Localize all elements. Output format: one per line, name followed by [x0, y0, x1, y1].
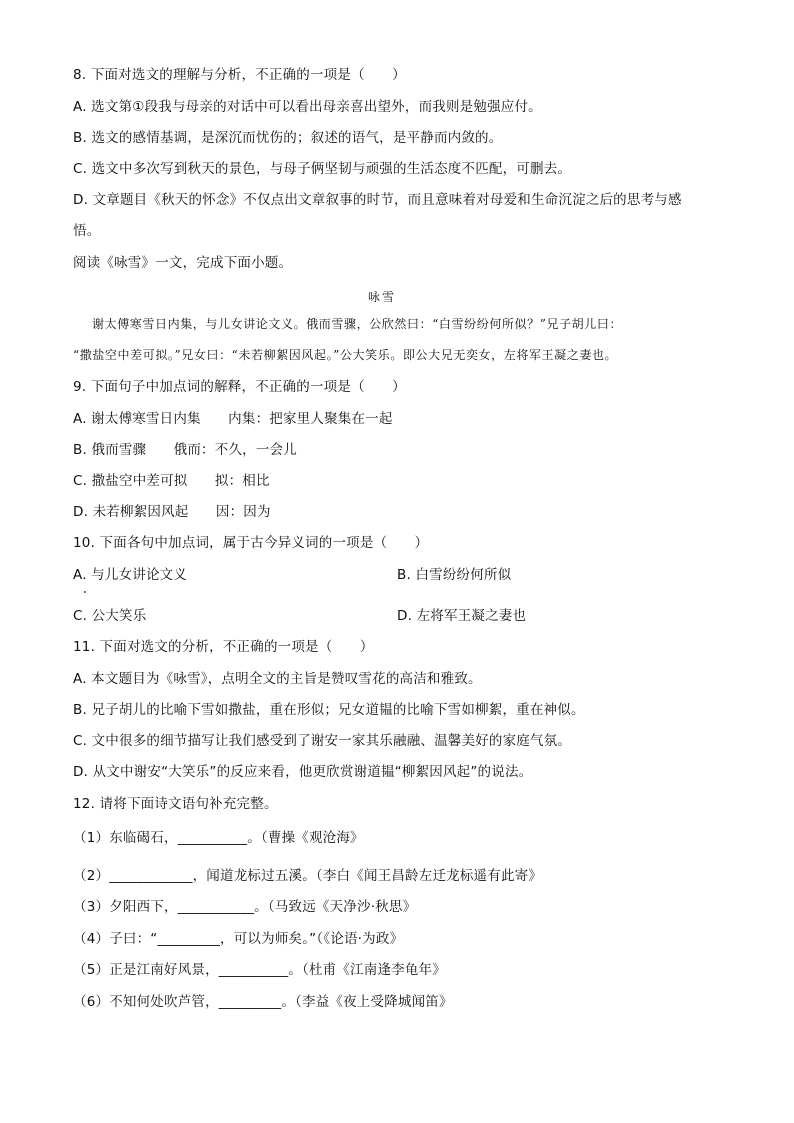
q9-option-d: D. 未若柳絮因风起 因：因为	[73, 504, 271, 520]
q12-item-6: （6）不知何处吹芦管，_________。（李益《夜上受降城闻笛》	[73, 994, 453, 1010]
q11-stem: 11. 下面对选文的分析，不正确的一项是（ ）	[73, 639, 374, 655]
q12-item-5: （5）正是江南好风景，__________。（杜甫《江南逢李龟年》	[73, 962, 446, 978]
emphasis-dot	[84, 591, 86, 593]
reading-intro: 阅读《咏雪》一文，完成下面小题。	[73, 255, 293, 271]
q11-option-d: D. 从文中谢安“大笑乐”的反应来看，他更欣赏谢道韫“柳絮因风起”的说法。	[73, 764, 533, 780]
q11-option-c: C. 文中很多的细节描写让我们感受到了谢安一家其乐融融、温馨美好的家庭气氛。	[73, 733, 572, 749]
q12-item-3: （3）夕阳西下，___________。（马致远《天净沙·秋思》	[73, 899, 417, 915]
q8-option-a: A. 选文第①段我与母亲的对话中可以看出母亲喜出望外，而我则是勉强应付。	[73, 99, 542, 115]
q9-stem: 9. 下面句子中加点词的解释，不正确的一项是（ ）	[73, 379, 406, 395]
q9-option-a: A. 谢太傅寒雪日内集 内集：把家里人聚集在一起	[73, 411, 393, 427]
q8-option-b: B. 选文的感情基调，是深沉而忧伤的；叙述的语气，是平静而内敛的。	[73, 130, 503, 146]
q10-option-b: B. 白雪纷纷何所似	[397, 567, 512, 583]
q8-option-d: D. 文章题目《秋天的怀念》不仅点出文章叙事的时节，而且意味着对母爱和生命沉淀之后的思考与感	[73, 192, 682, 208]
q10-stem: 10. 下面各句中加点词，属于古今异义词的一项是（ ）	[73, 535, 429, 551]
q10-option-a: A. 与儿女讲论文义	[73, 567, 188, 583]
q8-option-c: C. 选文中多次写到秋天的景色，与母子俩坚韧与顽强的生活态度不匹配，可删去。	[73, 161, 572, 177]
q12-stem: 12. 请将下面诗文语句补充完整。	[73, 796, 278, 812]
passage-line-1: 谢太傅寒雪日内集，与儿女讲论文义。俄而雪骤，公欣然曰：“白雪纷纷何所似？”兄子胡儿曰：	[92, 317, 623, 331]
q10-option-d: D. 左将军王凝之妻也	[397, 608, 527, 624]
q8-option-d-continued: 悟。	[73, 223, 101, 239]
passage-line-2: “撒盐空中差可拟。”兄女曰：“未若柳絮因风起。”公大笑乐。即公大兄无奕女，左将军王凝之妻也。	[73, 348, 618, 362]
q9-option-b: B. 俄而雪骤 俄而：不久，一会儿	[73, 442, 297, 458]
passage-title: 咏雪	[368, 290, 397, 304]
q12-item-2: （2）____________，闻道龙标过五溪。（李白《闻王昌龄左迁龙标遥有此寄》	[73, 868, 543, 884]
q9-option-c: C. 撒盐空中差可拟 拟：相比	[73, 473, 270, 489]
q12-item-1: （1）东临碣石，__________。（曹操《观沧海》	[73, 830, 364, 846]
q12-item-4: （4）子曰：“_________，可以为师矣。”（《论语·为政》	[73, 931, 404, 947]
q11-option-a: A. 本文题目为《咏雪》，点明全文的主旨是赞叹雪花的高洁和雅致。	[73, 671, 482, 687]
q8-stem: 8. 下面对选文的理解与分析，不正确的一项是（ ）	[73, 67, 406, 83]
q10-option-c: C. 公大笑乐	[73, 608, 147, 624]
q11-option-b: B. 兄子胡儿的比喻下雪如撒盐，重在形似；兄女道韫的比喻下雪如柳絮，重在神似。	[73, 702, 585, 718]
